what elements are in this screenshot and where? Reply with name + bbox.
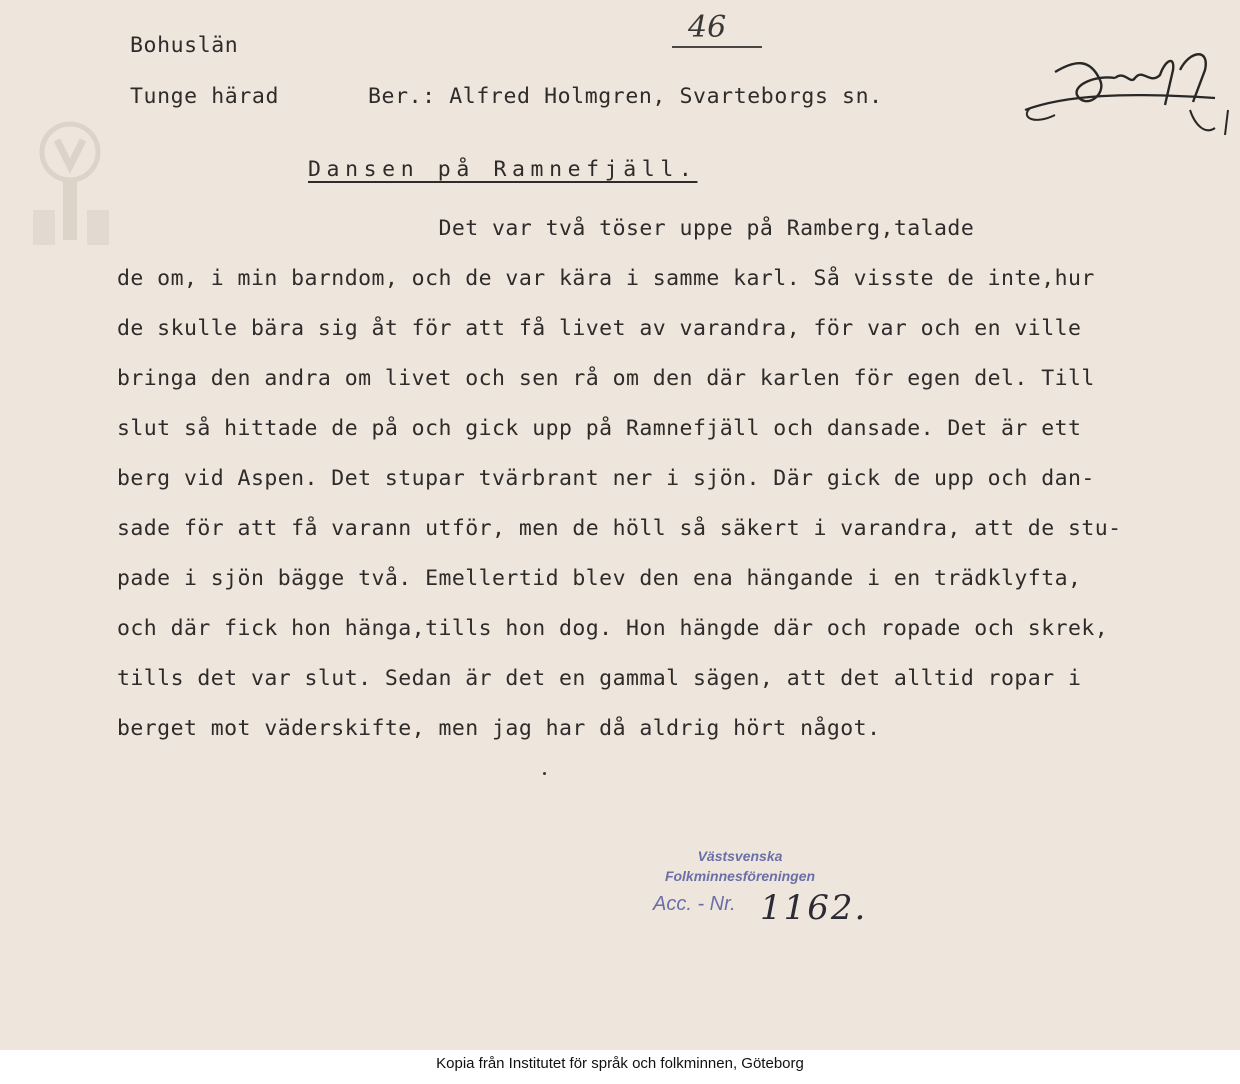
handwritten-signature bbox=[1015, 40, 1240, 150]
body-line: och där fick hon hänga,tills hon dog. Hon hängde där och ropade och skrek, bbox=[117, 616, 1109, 641]
page-number-underline bbox=[672, 46, 762, 48]
body-line: berg vid Aspen. Det stupar tvärbrant ner i sjön. Där gick de upp och dan- bbox=[117, 466, 1095, 491]
district-label: Tunge härad bbox=[130, 84, 279, 109]
story-body bbox=[117, 204, 1122, 754]
body-line: pade i sjön bägge två. Emellertid blev den ena hängande i en trädklyfta, bbox=[117, 566, 1082, 591]
body-line: sade för att få varann utför, men de höll så säkert i varandra, att de stu- bbox=[117, 516, 1122, 541]
stamp-org-line1: Västsvenska bbox=[697, 848, 783, 864]
body-line: de om, i min barndom, och de var kära i samme karl. Så visste de inte,hur bbox=[117, 266, 1095, 291]
stray-dot bbox=[543, 772, 546, 775]
stamp-org-line2: Folkminnesföreningen bbox=[664, 868, 816, 884]
informant-label: Ber.: Alfred Holmgren, Svarteborgs sn. bbox=[368, 84, 883, 109]
body-line: Det var två töser uppe på Ramberg,talade bbox=[117, 216, 975, 241]
institute-logo-watermark bbox=[25, 120, 115, 320]
body-line: berget mot väderskifte, men jag har då aldrig hört något. bbox=[117, 716, 881, 741]
region-label: Bohuslän bbox=[130, 33, 239, 58]
copyright-footer: Kopia från Institutet för språk och folkminnen, Göteborg bbox=[0, 1050, 1240, 1084]
body-line: tills det var slut. Sedan är det en gammal sägen, att det alltid ropar i bbox=[117, 666, 1082, 691]
archive-stamp bbox=[640, 848, 840, 884]
stamp-acc-label: Acc. - Nr. bbox=[653, 893, 736, 915]
stamp-acc-number: 1162. bbox=[760, 888, 868, 928]
story-title: Dansen på Ramnefjäll. bbox=[308, 157, 698, 182]
page-number: 46 bbox=[688, 10, 727, 45]
body-line: slut så hittade de på och gick upp på Ramnefjäll och dansade. Det är ett bbox=[117, 416, 1082, 441]
body-line: de skulle bära sig åt för att få livet av varandra, för var och en ville bbox=[117, 316, 1082, 341]
faded-stamp bbox=[30, 30, 120, 90]
body-line: bringa den andra om livet och sen rå om den där karlen för egen del. Till bbox=[117, 366, 1095, 391]
